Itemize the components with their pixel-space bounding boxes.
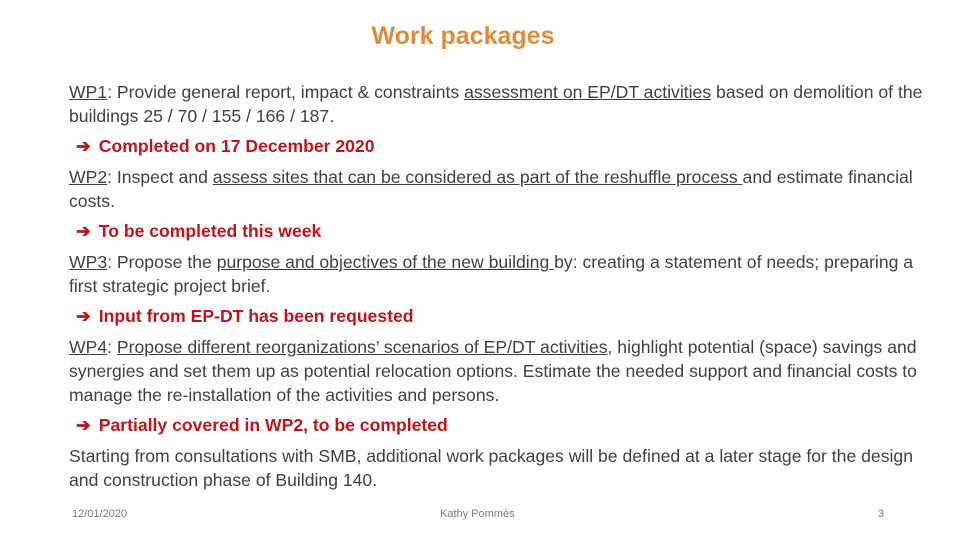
closing-paragraph: Starting from consultations with SMB, additional work packages will be defined at a later stage for the design and construction phase of Building 140. <box>69 446 913 490</box>
wp1-separator: : <box>107 82 117 102</box>
arrow-right-icon: ➔ <box>76 136 91 156</box>
page-number: 3 <box>878 508 885 520</box>
wp4-status <box>76 413 939 437</box>
wp3-status-text: Input from EP-DT has been requested <box>98 306 414 326</box>
wp4-separator: : <box>107 337 117 357</box>
wp4-text-b: , highlight potential (space) savings and synergies and set them up as potential relocation options. Estimate the needed support and financial costs to manage the re-installation of the activities and persons. <box>69 337 917 405</box>
wp3-paragraph <box>69 250 939 298</box>
wp3-label: WP3 <box>69 252 108 272</box>
wp1-status-text: Completed on 17 December 2020 <box>98 136 375 156</box>
wp2-paragraph <box>69 165 939 213</box>
wp3-separator: : <box>107 252 117 272</box>
arrow-right-icon: ➔ <box>76 306 91 326</box>
footer-author: Kathy Pommès <box>440 508 515 520</box>
wp3-status <box>76 304 939 328</box>
wp2-text-underlined: assess sites that can be considered as part of the reshuffle process <box>212 167 743 187</box>
slide-content <box>69 80 939 498</box>
wp4-status-text: Partially covered in WP2, to be completed <box>98 415 448 435</box>
wp2-separator: : <box>107 167 117 187</box>
wp3-text-b: by: creating a statement of needs; preparing a first strategic project brief. <box>69 252 914 296</box>
wp3-text-underlined: purpose and objectives of the new building <box>216 252 555 272</box>
wp1-text-a: Provide general report, impact & constraints <box>116 82 465 102</box>
wp2-label: WP2 <box>69 167 108 187</box>
wp4-text-underlined: Propose different reorganizations’ scenarios of EP/DT activities <box>116 337 608 357</box>
wp3-text-a: Propose the <box>116 252 217 272</box>
wp1-text-b: based on demolition of the buildings 25 / 70 / 155 / 166 / 187. <box>69 82 923 126</box>
wp2-status <box>76 219 939 243</box>
wp2-text-a: Inspect and <box>116 167 213 187</box>
arrow-right-icon: ➔ <box>76 415 91 435</box>
footer-date: 12/01/2020 <box>72 508 128 520</box>
wp4-paragraph <box>69 335 939 407</box>
slide-title: Work packages <box>371 22 555 50</box>
wp2-text-b: and estimate financial costs. <box>69 167 913 211</box>
wp1-status <box>76 134 939 158</box>
wp1-label: WP1 <box>69 82 108 102</box>
wp4-label: WP4 <box>69 337 108 357</box>
wp1-paragraph <box>69 80 939 128</box>
wp2-status-text: To be completed this week <box>98 221 322 241</box>
arrow-right-icon: ➔ <box>76 221 91 241</box>
wp1-text-underlined: assessment on EP/DT activities <box>464 82 712 102</box>
